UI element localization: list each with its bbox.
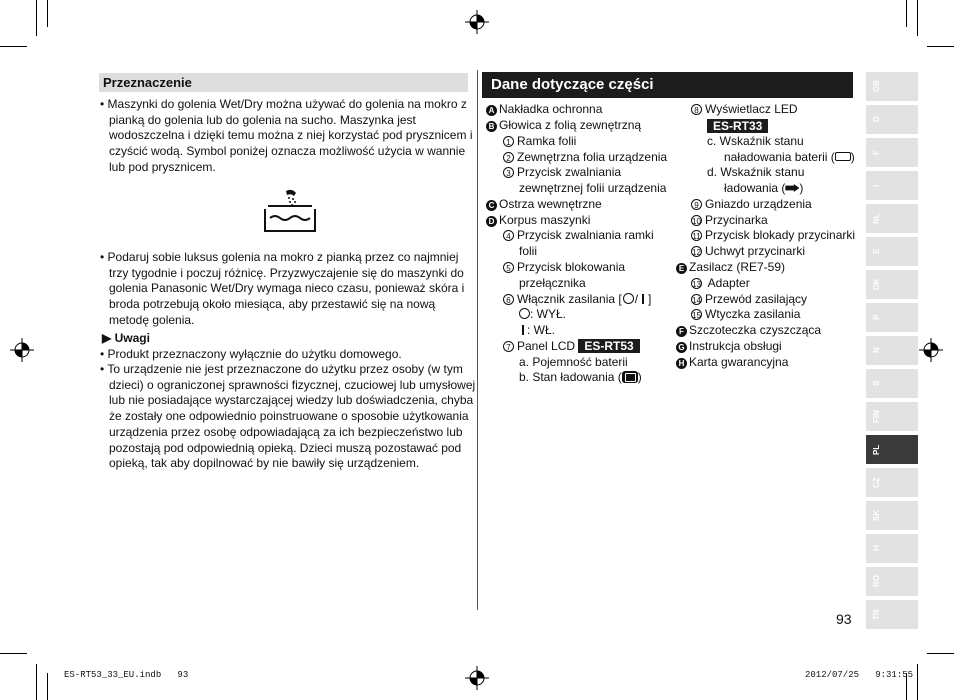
part-label: Ramka folii [517,134,577,148]
part-label: Przycisk zwalniania [517,165,622,179]
tab-label: FIN [872,410,881,423]
part-2 [503,150,667,166]
tab-label: F [872,150,881,155]
tip-bullet: • Podaruj sobie luksus golenia na mokro z pianką przez co najmniej trzy tygodnie i poczuj różnicę. Przyzwyczajenie się do maszynki do golenia Panasonic Wet/Dry wymaga nieco czasu, ponieważ skóra i broda potrzebują około miesiąca, aby przestawić się na nową metodę golenia. [100,250,465,327]
number-9-icon: 9 [691,199,702,210]
part-h [676,355,788,371]
part-label: Panel LCD [517,339,576,353]
part-5 [503,260,625,276]
part-3 [503,165,621,181]
column-divider [477,70,478,610]
model-tag: ES-RT33 [707,119,768,133]
tab-label: N [872,347,881,354]
tab-label: P [872,314,881,321]
part-label: Przycisk blokady przycinarki [705,228,856,242]
bracket: ] [648,292,652,306]
registration-mark-icon [919,338,943,362]
part-label: Uchwyt przycinarki [705,244,806,258]
part-label: Karta gwarancyjna [689,355,789,369]
number-3-icon: 3 [503,167,514,178]
part-8c: c. Wskaźnik stanu [707,134,804,148]
number-1-icon: 1 [503,136,514,147]
part-13 [691,276,750,292]
part-d [486,213,590,229]
part-15 [691,307,800,323]
part-label: b. Stan ładowania ( [519,370,622,384]
tab-label: CZ [872,477,881,488]
tip-text: Podaruj sobie luksus golenia na mokro z pianką przez co najmniej trzy tygodnie i poczuj różnicę. Przyzwyczajenie się do maszynki do golenia Panasonic Wet/Dry wymaga nieco czasu, ponieważ skóra i broda potrzebują około miesiąca, aby przestawić się na nową metodę golenia. [107,250,465,327]
part-12 [691,244,805,260]
part-label: Wtyczka zasilania [705,307,801,321]
part-label: Ostrza wewnętrzne [499,197,602,211]
lang-tab-fin[interactable] [866,402,918,431]
part-label: Przycisk blokowania [517,260,626,274]
footer-file: ES-RT53_33_EU.indb 93 [64,670,189,680]
on-label: : WŁ. [527,323,556,337]
tab-label: H [872,545,881,552]
tab-label: E [872,248,881,255]
number-7-icon: 7 [503,341,514,352]
slash: / [634,292,639,306]
part-7 [503,339,640,355]
registration-mark-icon [465,666,489,690]
intro-text: Maszynki do golenia Wet/Dry można używać do golenia na mokro z pianką do golenia lub do golenia na sucho. Maszynka jest wodoszczelna i dzięki temu można z niej korzystać pod prysznicem i czyścić wodą. Symbol poniżej oznacza możliwość użycia w wannie lub pod prysznicem. [107,97,473,174]
part-label: ładowania ( [724,181,786,195]
part-9 [691,197,812,213]
number-13-icon: 13 [692,280,701,289]
note-text: Produkt przeznaczony wyłącznie do użytku domowego. [107,347,402,361]
tab-label: PL [872,444,881,455]
notes-label: ▶ Uwagi [102,331,150,345]
lang-tab-dk[interactable] [866,270,918,299]
lang-tab-tr[interactable] [866,600,918,629]
part-label: Przycinarka [705,213,768,227]
part-label: Głowica z folią zewnętrzną [499,118,642,132]
page-number: 93 [836,611,852,627]
lang-tab-i[interactable] [866,171,918,200]
lang-tab-d[interactable] [866,105,918,134]
part-label: Przycisk zwalniania ramki [517,228,654,242]
tab-label: RO [872,575,881,588]
part-7a: a. Pojemność baterii [519,355,628,369]
tab-label: NL [872,213,881,224]
off-label: : WYŁ. [530,307,567,321]
part-a [486,102,602,118]
letter-d-icon: D [486,216,497,227]
lang-tab-e[interactable] [866,237,918,266]
part-8-tag [707,119,768,135]
tab-label: D [872,116,881,123]
part-label: Nakładka ochronna [499,102,603,116]
part-4-cont: folii [519,244,538,258]
letter-e-icon: E [676,263,687,274]
letter-g-icon: G [676,342,687,353]
part-1 [503,134,576,150]
number-8-icon: 8 [691,104,702,115]
part-label: Korpus maszynki [499,213,591,227]
part-3-cont: zewnętrznej folii urządzenia [519,181,667,195]
number-15-icon: 15 [692,311,701,320]
footer-date: 2012/07/25 9:31:55 [805,670,914,680]
number-5-icon: 5 [503,262,514,273]
part-label: Przewód zasilający [705,292,808,306]
part-11 [691,228,855,244]
tab-label: I [872,184,881,187]
part-label: Zewnętrzna folia urządzenia [517,150,668,164]
part-10 [691,213,768,229]
part-label: Gniazdo urządzenia [705,197,812,211]
number-14-icon: 14 [692,296,701,305]
bath-shower-icon [262,188,318,234]
part-7b: b. Stan ładowania ( ) [519,370,642,384]
letter-h-icon: H [676,358,687,369]
number-2-icon: 2 [503,152,514,163]
lang-tab-ro[interactable] [866,567,918,596]
part-8d-cont: ładowania ( ) [724,181,804,195]
part-label: Instrukcja obsługi [689,339,782,353]
section-title: Dane dotyczące części [491,76,654,93]
number-10-icon: 10 [692,217,701,226]
lang-tab-cz[interactable] [866,468,918,497]
part-e [676,260,785,276]
switch-on [519,323,555,339]
note-item: • Produkt przeznaczony wyłącznie do użytku domowego. [100,347,402,361]
section-title: Przeznaczenie [103,75,192,90]
registration-mark-icon [10,338,34,362]
number-6-icon: 6 [503,294,514,305]
note-text: To urządzenie nie jest przeznaczone do użytku przez osoby (w tym dzieci) o ograniczonej sprawności fizycznej, czuciowej lub umysłowej lub nie posiadające wystarczającej wiedzy lub doświadczenia, chyba że zostały one odpowiednio poinstruowane o sposobie użytkowania urządzenia przez osobę odpowiadającą za ich bezpieczeństwo lub pozostają pod odpowiednią opieką. Dzieci muszą pozostawać pod opieką, tak aby dopilnować by nie bawiły się urządzeniem. [107,362,476,471]
lang-tab-n[interactable] [866,336,918,365]
number-11-icon: 11 [692,232,701,241]
part-5-cont: przełącznika [519,276,586,290]
part-c [486,197,602,213]
letter-c-icon: C [486,200,497,211]
charging-arrow-icon [785,184,799,192]
part-14 [691,292,807,308]
lang-tab-sk[interactable] [866,501,918,530]
lang-tab-p[interactable] [866,303,918,332]
switch-off [519,307,566,323]
tab-label: SK [872,509,881,522]
part-8d: d. Wskaźnik stanu [707,165,805,179]
section-header-przeznaczenie [99,73,468,92]
part-label: Adapter [707,276,750,290]
part-label: naładowania baterii ( [724,150,835,164]
part-4 [503,228,654,244]
off-symbol-icon [623,293,634,304]
number-12-icon: 12 [692,248,701,257]
off-symbol-icon [519,308,530,319]
lang-tab-pl[interactable] [866,435,918,464]
part-label: Wyświetlacz LED [705,102,798,116]
note-item: • To urządzenie nie jest przeznaczone do użytku przez osoby (w tym dzieci) o ograniczonej sprawności fizycznej, czuciowej lub umysłowej lub nie posiadające wystarczającej wiedzy lub doświadczenia, chyba że zostały one odpowiednio poinstruowane o sposobie użytkowania urządzenia przez osobę odpowiadającą za ich bezpieczeństwo lub pozostają pod odpowiednią opieką. Dzieci muszą pozostawać pod opieką, tak aby dopilnować by nie bawiły się urządzeniem. [100,362,476,471]
part-label: Zasilacz (RE7-59) [689,260,786,274]
charging-icon [622,371,638,383]
part-label: Włącznik zasilania [ [517,292,622,306]
tab-label: TR [872,609,881,620]
tab-label: S [872,380,881,387]
lang-tab-s[interactable] [866,369,918,398]
part-b [486,118,641,134]
part-8c-cont: naładowania baterii ( ) [724,150,855,164]
part-8 [691,102,798,118]
letter-a-icon: A [486,105,497,116]
lang-tab-gb[interactable] [866,72,918,101]
part-g [676,339,782,355]
model-tag: ES-RT53 [578,339,639,353]
lang-tab-h[interactable] [866,534,918,563]
tab-label: GB [872,80,881,93]
part-6 [503,292,651,308]
part-label: Szczoteczka czyszcząca [689,323,822,337]
lang-tab-nl[interactable] [866,204,918,233]
on-symbol-icon [642,294,644,304]
part-f [676,323,821,339]
battery-icon [835,152,851,161]
letter-b-icon: B [486,121,497,132]
registration-mark-icon [465,10,489,34]
section-header-parts [482,72,853,98]
lang-tab-f[interactable] [866,138,918,167]
tab-label: DK [872,278,881,291]
intro-bullet: • Maszynki do golenia Wet/Dry można używać do golenia na mokro z pianką do golenia lub do golenia na sucho. Maszynka jest wodoszczelna i dzięki temu można z niej korzystać pod prysznicem i czyścić wodą. Symbol poniżej oznacza możliwość użycia w wannie lub pod prysznicem. [100,97,473,174]
letter-f-icon: F [676,326,687,337]
on-symbol-icon [522,325,524,335]
number-4-icon: 4 [503,230,514,241]
